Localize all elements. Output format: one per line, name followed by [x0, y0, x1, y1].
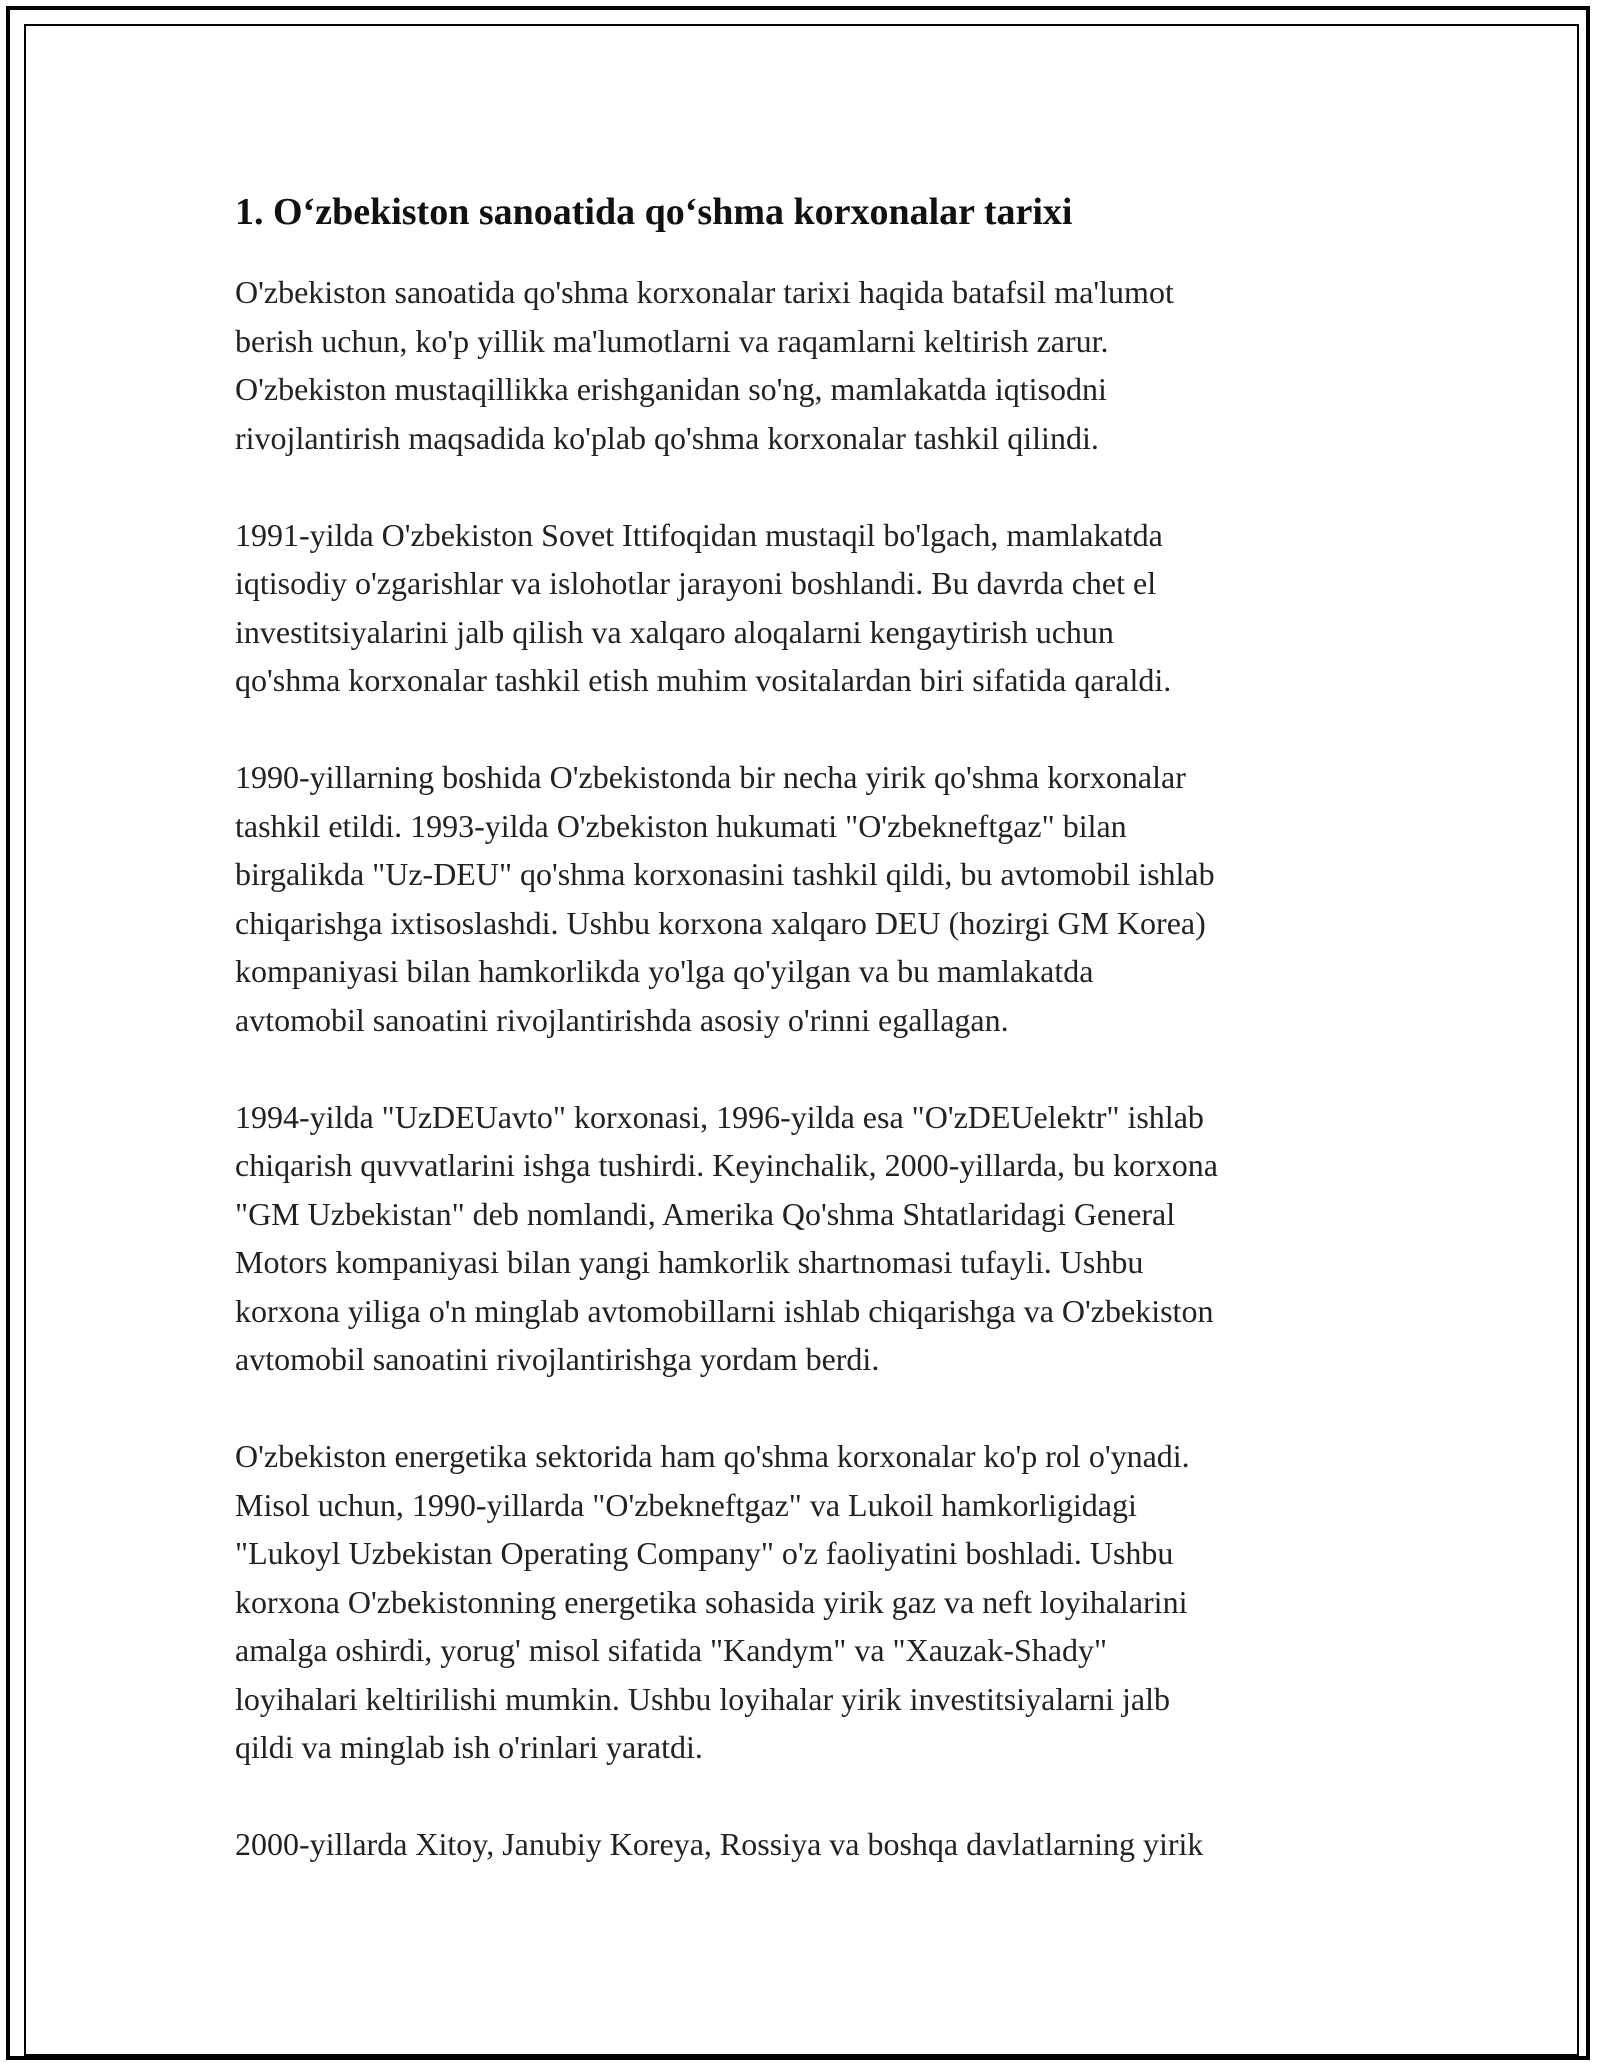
text-line: Misol uchun, 1990-yillarda "O'zbekneftgaz" va Lukoil hamkorligidagi	[235, 1486, 1137, 1523]
text-line: investitsiyalarini jalb qilish va xalqaro aloqalarni kengaytirish uchun	[235, 613, 1114, 650]
text-line: 1994-yilda "UzDEUavto" korxonasi, 1996-yilda esa "O'zDEUelektr" ishlab	[235, 1098, 1204, 1135]
text-line: 1991-yilda O'zbekiston Sovet Ittifoqidan mustaqil bo'lgach, mamlakatda	[235, 516, 1163, 553]
text-line: iqtisodiy o'zgarishlar va islohotlar jarayoni boshlandi. Bu davrda chet el	[235, 565, 1157, 601]
text-line: chiqarish quvvatlarini ishga tushirdi. Keyinchalik, 2000-yillarda, bu korxona	[235, 1147, 1218, 1183]
paragraph	[235, 753, 1375, 1044]
text-line: korxona yiliga o'n minglab avtomobillarni ishlab chiqarishga va O'zbekiston	[235, 1292, 1214, 1329]
text-line: amalga oshirdi, yorug' misol sifatida "Kandym" va "Xauzak-Shady"	[235, 1632, 1108, 1668]
text-line: rivojlantirish maqsadida ko'plab qo'shma korxonalar tashkil qilindi.	[235, 419, 1099, 456]
paragraph	[235, 1820, 1375, 1869]
text-line: "GM Uzbekistan" deb nomlandi, Amerika Qo'shma Shtatlaridagi General	[235, 1195, 1176, 1232]
text-line: avtomobil sanoatini rivojlantirishda asosiy o'rinni egallagan.	[235, 1001, 1009, 1038]
text-line: qo'shma korxonalar tashkil etish muhim vositalardan biri sifatida qaraldi.	[235, 662, 1172, 698]
text-line: tashkil etildi. 1993-yilda O'zbekiston hukumati "O'zbekneftgaz" bilan	[235, 807, 1127, 844]
text-line: korxona O'zbekistonning energetika sohasida yirik gaz va neft loyihalarini	[235, 1583, 1188, 1620]
text-line: "Lukoyl Uzbekistan Operating Company" o'z faoliyatini boshladi. Ushbu	[235, 1535, 1174, 1571]
text-line: O'zbekiston sanoatida qo'shma korxonalar tarixi haqida batafsil ma'lumot	[235, 274, 1174, 310]
text-line: qildi va minglab ish o'rinlari yaratdi.	[235, 1729, 703, 1765]
text-line: kompaniyasi bilan hamkorlikda yo'lga qo'yilgan va bu mamlakatda	[235, 953, 1094, 989]
paragraph	[235, 1093, 1375, 1384]
text-line: Motors kompaniyasi bilan yangi hamkorlik shartnomasi tufayli. Ushbu	[235, 1244, 1144, 1280]
text-line: berish uchun, ko'p yillik ma'lumotlarni va raqamlarni keltirish zarur.	[235, 322, 1109, 359]
text-line: birgalikda "Uz-DEU" qo'shma korxonasini tashkil qildi, bu avtomobil ishlab	[235, 856, 1215, 892]
text-line: chiqarishga ixtisoslashdi. Ushbu korxona xalqaro DEU (hozirgi GM Korea)	[235, 904, 1206, 941]
text-line: loyihalari keltirilishi mumkin. Ushbu loyihalar yirik investitsiyalarni jalb	[235, 1680, 1170, 1717]
text-line: 1990-yillarning boshida O'zbekistonda bir necha yirik qo'shma korxonalar	[235, 759, 1186, 795]
text-line: 2000-yillarda Xitoy, Janubiy Koreya, Rossiya va boshqa davlatlarning yirik	[235, 1826, 1204, 1862]
paragraph	[235, 1432, 1375, 1772]
document-body	[235, 186, 1375, 1917]
text-line: avtomobil sanoatini rivojlantirishga yordam berdi.	[235, 1341, 880, 1377]
paragraph	[235, 511, 1375, 705]
paragraph-list	[235, 268, 1375, 1869]
document-title: 1. O‘zbekiston sanoatida qo‘shma korxonalar tarixi	[235, 191, 1073, 233]
paragraph	[235, 268, 1375, 462]
text-line: O'zbekiston energetika sektorida ham qo'shma korxonalar ko'p rol o'ynadi.	[235, 1438, 1190, 1474]
text-line: O'zbekiston mustaqillikka erishganidan so'ng, mamlakatda iqtisodni	[235, 371, 1107, 407]
